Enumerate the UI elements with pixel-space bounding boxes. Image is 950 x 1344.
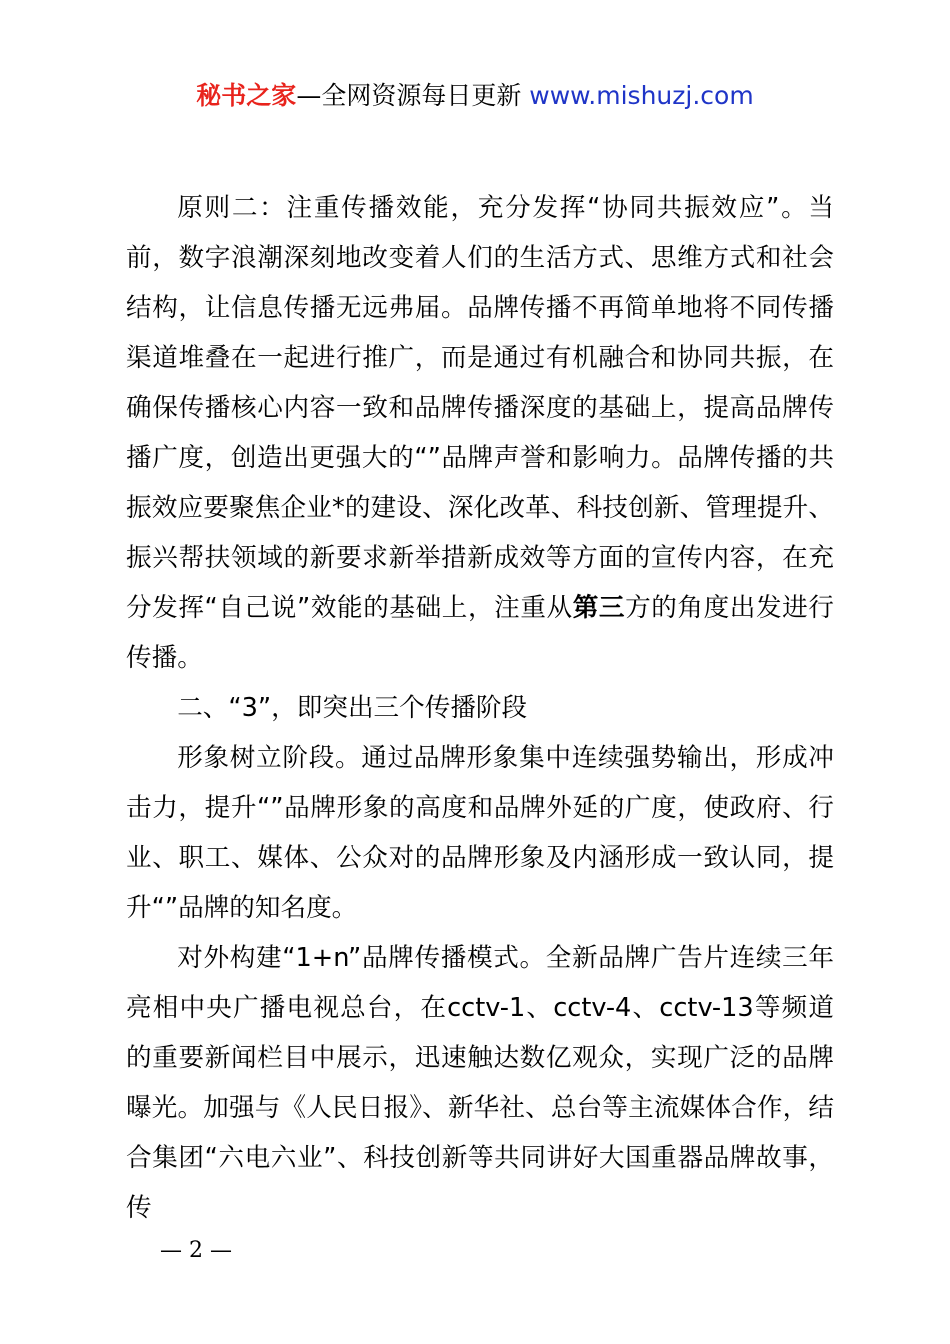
paragraph-image-stage (126, 733, 834, 933)
site-url-link[interactable]: www.mishuzj.com (529, 81, 754, 110)
paragraph-bold-text: 第三 (572, 593, 626, 623)
paragraph-text: 原则二：注重传播效能，充分发挥“协同共振效应”。当前，数字浪潮深刻地改变着人们的生活方式、思维方式和社会结构，让信息传播无远弗届。品牌传播不再简单地将不同传播渠道堆叠在一起进行推广，而是通过有机融合和协同共振，在确保传播核心内容一致和品牌传播深度的基础上，提高品牌传播广度，创造出更强大的“”品牌声誉和影响力。品牌传播的共振效应要聚焦企业*的建设、深化改革、科技创新、管理提升、振兴帮扶领域的新要求新举措新成效等方面的宣传内容，在充分发挥“自己说”效能的基础上，注重从 (126, 193, 834, 623)
paragraph-communication-model (126, 933, 834, 1233)
section-heading (126, 683, 834, 733)
site-brand: 秘书之家 (196, 81, 297, 110)
page-number: — 2 — (160, 1238, 232, 1263)
site-header (0, 78, 950, 114)
site-slogan: —全网资源每日更新 (296, 81, 530, 110)
paragraph-text: 对外构建“1+n”品牌传播模式。全新品牌广告片连续三年亮相中央广播电视总台，在cctv-1、cctv-4、cctv-13等频道的重要新闻栏目中展示，迅速触达数亿观众，实现广泛的品牌曝光。加强与《人民日报》、新华社、总台等主流媒体合作，结合集团“六电六业”、科技创新等共同讲好大国重器品牌故事，传 (126, 943, 834, 1223)
section-heading-text: 二、“3”，即突出三个传播阶段 (177, 693, 528, 723)
paragraph-text: 形象树立阶段。通过品牌形象集中连续强势输出，形成冲击力，提升“”品牌形象的高度和品牌外延的广度，使政府、行业、职工、媒体、公众对的品牌形象及内涵形成一致认同，提升“”品牌的知名度。 (126, 743, 834, 923)
paragraph-text-end: 方的角度出发进行传播。 (126, 593, 834, 673)
paragraph-principle-two (126, 183, 834, 683)
document-body (126, 183, 834, 1233)
